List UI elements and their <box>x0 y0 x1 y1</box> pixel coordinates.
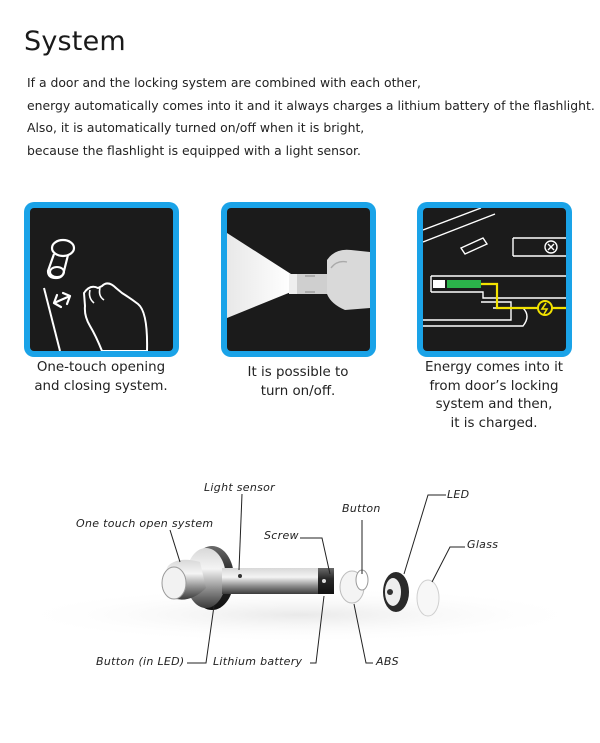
caption-one-touch <box>16 359 186 396</box>
battery-body <box>222 568 330 594</box>
panel-turn-on-off-illustration <box>227 208 370 351</box>
panel-charging-illustration <box>423 208 566 351</box>
caption-line: and closing system. <box>34 378 168 394</box>
charging-circuit-icon <box>423 208 566 351</box>
panel-one-touch-illustration <box>30 208 173 351</box>
caption-line: turn on/off. <box>260 383 336 399</box>
label-button: Button <box>342 502 381 515</box>
label-lithium-battery: Lithium battery <box>213 655 303 668</box>
caption-charging <box>409 359 579 433</box>
label-screw: Screw <box>264 529 299 542</box>
panel-one-touch <box>24 202 179 357</box>
label-abs: ABS <box>376 655 399 668</box>
hand-handle-icon <box>30 208 173 351</box>
caption-line: It is possible to <box>247 365 349 380</box>
intro-line: Also, it is automatically turned on/off when it is bright, <box>27 120 365 135</box>
caption-line: Energy comes into it <box>424 360 564 375</box>
label-led: LED <box>447 488 470 501</box>
caption-line: system and then, <box>435 397 553 412</box>
panel-turn-on-off <box>221 202 376 357</box>
page-title: System <box>24 26 126 57</box>
caption-line: One-touch opening <box>36 360 166 375</box>
caption-turn-on-off <box>213 364 383 401</box>
caption-line: from door’s locking <box>429 378 559 394</box>
flashlight-icon <box>227 208 370 351</box>
glass-lens <box>417 580 439 616</box>
panel-charging <box>417 202 572 357</box>
intro-line: If a door and the locking system are combined with each other, <box>27 75 421 90</box>
intro-paragraph <box>27 72 595 162</box>
label-light-sensor: Light sensor <box>204 481 276 494</box>
intro-line: because the flashlight is equipped with a light sensor. <box>27 142 361 158</box>
label-glass: Glass <box>467 538 499 551</box>
intro-line: energy automatically comes into it and it always charges a lithium battery of the flashlight. <box>27 97 595 113</box>
caption-line: it is charged. <box>450 415 538 431</box>
label-button-in-led: Button (in LED) <box>96 655 185 668</box>
exploded-flashlight-diagram <box>0 470 600 743</box>
label-one-touch-open-system: One touch open system <box>76 517 214 530</box>
